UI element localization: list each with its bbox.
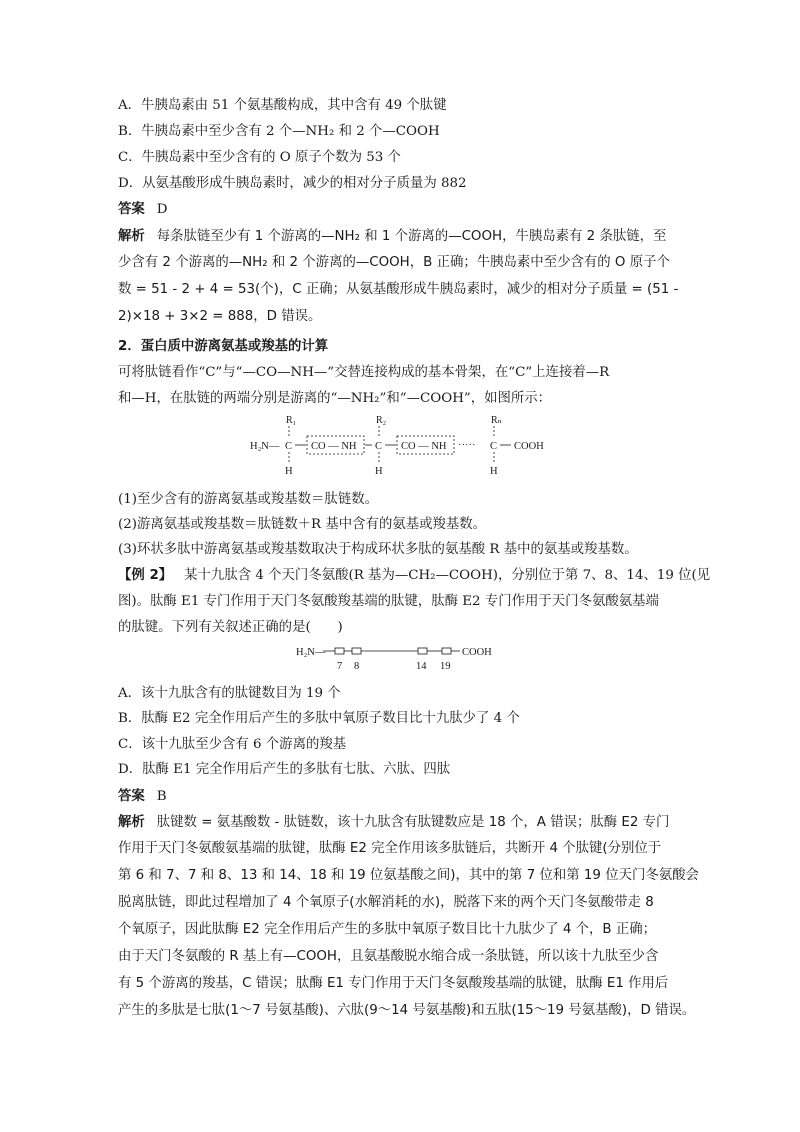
r2-label: R₂ — [376, 415, 387, 426]
point-1: (1)至少含有的游离氨基或羧基数＝肽链数。 — [118, 492, 378, 507]
carbon-n: C — [490, 441, 498, 452]
carbon-1: C — [285, 441, 293, 452]
h-n: H — [490, 466, 498, 477]
example2-analysis-line-3: 第 6 和 7、7 和 8、13 和 14、18 和 19 位氨基酸之间)，其中的第 7 位和第 19 位天门冬氨酸会 — [118, 868, 699, 883]
example2-stem-line-1 — [118, 566, 710, 586]
stem-text: 某十九肽含 4 个天门冬氨酸(R 基为—CH₂—COOH)，分别位于第 7、8、14、19 位(见 — [184, 568, 711, 583]
q1-analysis-line-4: 2)×18 + 3×2 = 888，D 错误。 — [118, 309, 322, 324]
analysis-label: 解析 — [118, 229, 145, 244]
analysis-text: 每条肽链至少有 1 个游离的—NH₂ 和 1 个游离的—COOH，牛胰岛素有 2 条肽链，至 — [156, 229, 667, 244]
nonadecapeptide-diagram — [292, 642, 522, 672]
position-14: 14 — [416, 661, 427, 672]
h-1: H — [285, 466, 293, 477]
example2-analysis-line-8: 产生的多肽是七肽(1～7 号氨基酸)、六肽(9～14 号氨基酸)和五肽(15～19 号氨基酸)，D 错误。 — [118, 1003, 696, 1018]
chain-dots: ····· — [458, 440, 476, 451]
residue-7-box — [335, 648, 344, 654]
example2-analysis-line-6: 由于天门冬氨酸的 R 基上有—COOH，且氨基酸脱水缩合成一条肽链，所以该十九肽至少含 — [118, 949, 659, 964]
position-7: 7 — [337, 661, 343, 672]
q1-analysis-line-1 — [118, 227, 666, 247]
example2-answer-row — [118, 787, 167, 807]
analysis-text: 肽键数 = 氨基酸数 - 肽链数，该十九肽含有肽键数应是 18 个，A 错误；肽酶 E2 专门 — [156, 815, 670, 830]
carbon-2: C — [375, 441, 383, 452]
example2-option-d: D．肽酶 E1 完全作用后产生的多肽有七肽、六肽、四肽 — [118, 762, 451, 777]
q1-option-c: C．牛胰岛素中至少含有的 O 原子个数为 53 个 — [118, 150, 401, 165]
co-nh-2: CO — NH — [401, 441, 447, 452]
residue-14-box — [418, 648, 427, 654]
chain-end: COOH — [462, 647, 492, 658]
example2-option-c: C．该十九肽至少含有 6 个游离的羧基 — [118, 737, 347, 752]
q1-option-a: A．牛胰岛素由 51 个氨基酸构成，其中含有 49 个肽键 — [118, 98, 447, 113]
example2-analysis-line-2: 作用于天门冬氨酸氨基端的肽键，肽酶 E2 完全作用该多肽链后，共断开 4 个肽键(分别位于 — [118, 841, 662, 856]
q1-option-d: D．从氨基酸形成牛胰岛素时，减少的相对分子质量为 882 — [118, 176, 467, 191]
example2-stem-line-3: 的肽键。下列有关叙述正确的是( ) — [118, 620, 343, 635]
section-heading: 2．蛋白质中游离氨基或羧基的计算 — [118, 339, 329, 354]
q1-option-b: B．牛胰岛素中至少含有 2 个—NH₂ 和 2 个—COOH — [118, 124, 440, 139]
position-8: 8 — [354, 661, 360, 672]
position-19: 19 — [440, 661, 451, 672]
q1-analysis-line-3: 数 = 51 - 2 + 4 = 53(个)，C 正确；从氨基酸形成牛胰岛素时，减少的相对分子质量 = (51 - — [118, 282, 679, 297]
example2-stem-line-2: 图)。肽酶 E1 专门作用于天门冬氨酸羧基端的肽键，肽酶 E2 专门作用于天门冬氨酸氨基端 — [118, 594, 659, 609]
answer-label: 答案 — [118, 789, 145, 804]
h2n-label: H₂N— — [250, 441, 280, 452]
example2-analysis-line-7: 有 5 个游离的羧基，C 错误；肽酶 E1 专门作用于天门冬氨酸羧基端的肽键，肽酶 E1 作用后 — [118, 976, 669, 991]
peptide-backbone-diagram — [240, 412, 560, 480]
q1-analysis-line-2: 少含有 2 个游离的—NH₂ 和 2 个游离的—COOH，B 正确；牛胰岛素中至少含有的 O 原子个 — [118, 255, 670, 270]
section-intro-line-1: 可将肽链看作“C”与“—CO—NH—”交替连接构成的基本骨架，在“C”上连接着—R — [118, 365, 610, 380]
example2-analysis-line-4: 脱离肽链，即此过程增加了 4 个氧原子(水解消耗的水)，脱落下来的两个天门冬氨酸带走 8 — [118, 895, 654, 910]
analysis-label: 解析 — [118, 815, 145, 830]
example-tag: 【例 2】 — [118, 568, 173, 583]
example2-option-b: B．肽酶 E2 完全作用后产生的多肽中氧原子数目比十九肽少了 4 个 — [118, 711, 520, 726]
section-intro-line-2: 和—H，在肽链的两端分别是游离的“—NH₂”和“—COOH”，如图所示： — [118, 391, 552, 406]
h-2: H — [375, 466, 383, 477]
point-2: (2)游离氨基或羧基数＝肽链数＋R 基中含有的氨基或羧基数。 — [118, 517, 487, 532]
example2-analysis-line-5: 个氧原子，因此肽酶 E2 完全作用后产生的多肽中氧原子数目比十九肽少了 4 个，B 正确； — [118, 922, 657, 937]
cooh-label: COOH — [514, 441, 544, 452]
answer-label: 答案 — [118, 202, 145, 217]
co-nh-1: CO — NH — [311, 441, 357, 452]
rn-label: Rₙ — [491, 415, 502, 426]
example2-analysis-line-1 — [118, 813, 669, 833]
point-3: (3)环状多肽中游离氨基或羧基数取决于构成环状多肽的氨基酸 R 基中的氨基或羧基数。 — [118, 542, 638, 557]
answer-value: B — [156, 789, 167, 804]
q1-answer-row — [118, 200, 168, 220]
residue-8-box — [352, 648, 361, 654]
residue-19-box — [442, 648, 451, 654]
answer-value: D — [156, 202, 168, 217]
r1-label: R₁ — [286, 415, 297, 426]
example2-option-a: A．该十九肽含有的肽键数目为 19 个 — [118, 686, 341, 701]
chain-start: H₂N— — [296, 647, 326, 658]
